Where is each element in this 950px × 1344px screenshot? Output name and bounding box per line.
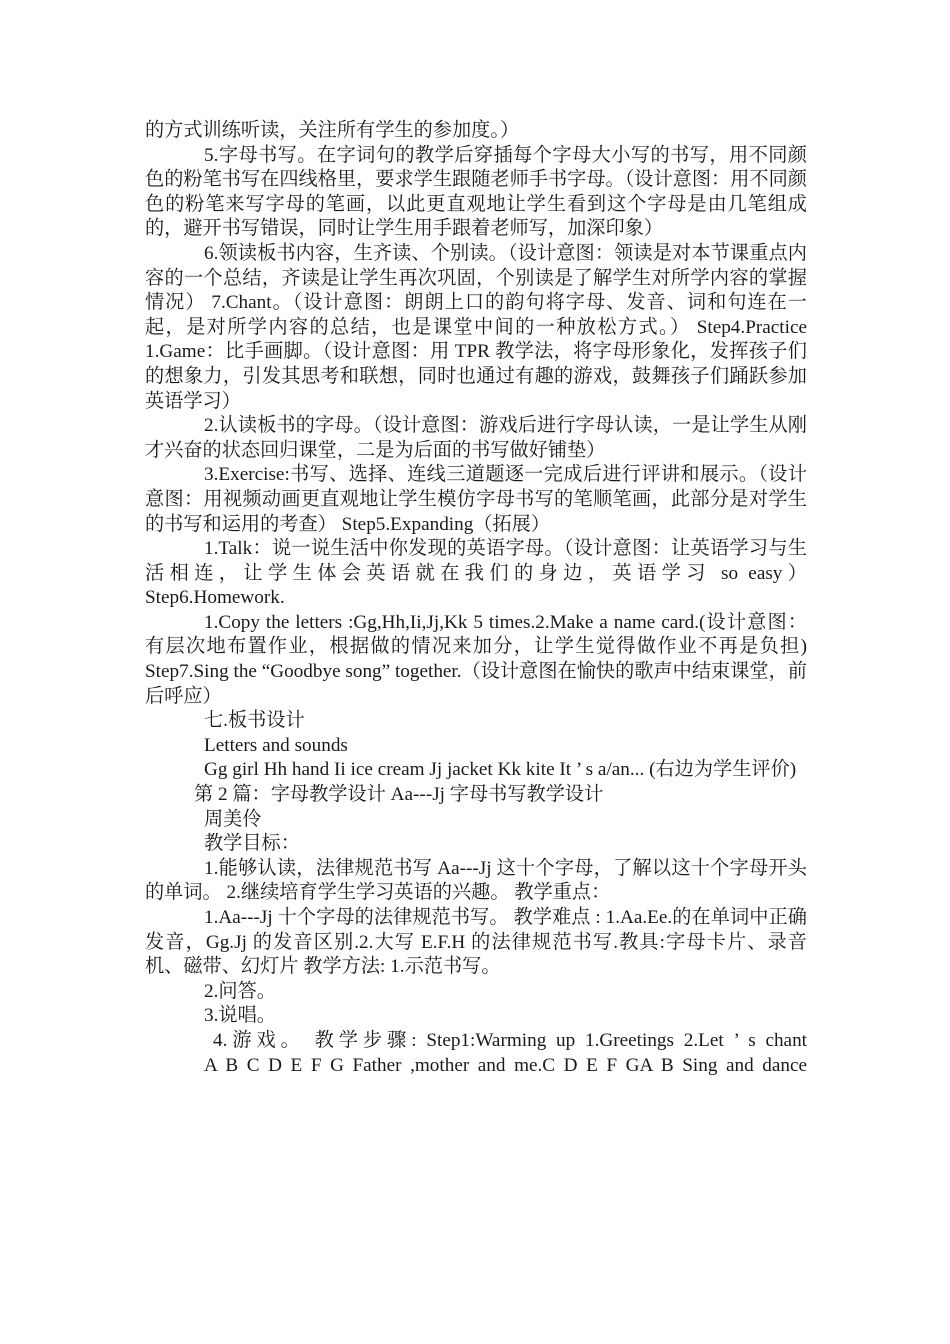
paragraph-recognize-letters: 2.认读板书的字母。（设计意图：游戏后进行字母认读，一是让学生从刚才兴奋的状态回归课堂，二是为后面的书写做好铺垫） xyxy=(145,415,807,461)
document-body xyxy=(145,119,807,1078)
paragraph-listening-continuation: 的方式训练听读，关注所有学生的参加度。） xyxy=(145,120,520,141)
board-content-words: Gg girl Hh hand Ii ice cream Jj jacket Kk kite It ’ s a/an... (右边为学生评价) xyxy=(204,759,797,781)
board-title-letters-and-sounds: Letters and sounds xyxy=(204,734,348,756)
paragraph-lead-reading-chant-practice: 6.领读板书内容，生齐读、个别读。（设计意图：领读是对本节课重点内容的一个总结，齐读是让学生再次巩固，个别读是了解学生对所学内容的掌握情况） 7.Chant。（设计意图：朗朗上口的韵句将字母、发音、词和句连在一起，是对所学内容的总结，也是课堂中间的一种放松方式。） Step4.Practice 1.Game：比手画脚。（设计意图：用 TPR 教学法，将字母形象化，发挥孩子们的想象力，引发其思考和联想，同时也通过有趣的游戏，鼓舞孩子们踊跃参加英语学习） xyxy=(145,242,807,412)
method-game-teaching-steps: 4.游戏。 教学步骤: Step1:Warming up 1.Greetings 2.Let ’ s chant xyxy=(213,1029,807,1051)
paragraph-exercise-expanding: 3.Exercise:书写、选择、连线三道题逐一完成后进行评讲和展示。（设计意图：用视频动画更直观地让学生模仿字母书写的笔顺笔画，此部分是对学生的书写和运用的考查） Step5.Expanding（拓展） xyxy=(145,464,807,535)
section-heading-board-design: 七.板书设计 xyxy=(204,710,305,732)
author-name: 周美伶 xyxy=(204,808,262,830)
paragraph-talk-homework: 1.Talk：说一说生活中你发现的英语字母。（设计意图：让英语学习与生活相连，让学生体会英语就在我们的身边，英语学习 so easy） Step6.Homework. xyxy=(145,538,807,609)
chapter-heading-part-2: 第 2 篇：字母教学设计 Aa---Jj 字母书写教学设计 xyxy=(194,784,604,806)
method-rap: 3.说唱。 xyxy=(204,1005,276,1027)
heading-teaching-objectives: 教学目标： xyxy=(204,833,300,855)
paragraph-key-points-difficulties: 1.Aa---Jj 十个字母的法律规范书写。 教学难点 : 1.Aa.Ee.的在单词中正确发音，Gg.Jj 的发音区别.2.大写 E.F.H 的法律规范书写.教具:字母卡片、录音机、磁带、幻灯片 教学方法: 1.示范书写。 xyxy=(145,907,807,978)
paragraph-copy-letters-goodbye-song: 1.Copy the letters :Gg,Hh,Ii,Jj,Kk 5 times.2.Make a name card.(设计意图：有层次地布置作业，根据做的情况来加分，让学生觉得做作业不再是负担) Step7.Sing the “Goodbye song” together.（设计意图在愉快的歌声中结束课堂，前后呼应） xyxy=(145,611,807,707)
paragraph-letter-writing: 5.字母书写。在字词句的教学后穿插每个字母大小写的书写，用不同颜色的粉笔书写在四线格里，要求学生跟随老师手书字母。（设计意图：用不同颜色的粉笔来写字母的笔画，以此更直观地让学生看到这个字母是由几笔组成的，避开书写错误，同时让学生用手跟着老师写，加深印象） xyxy=(145,144,807,240)
paragraph-objectives-list: 1.能够认读，法律规范书写 Aa---Jj 这十个字母，了解以这十个字母开头的单词。 2.继续培育学生学习英语的兴趣。 教学重点： xyxy=(145,857,807,904)
method-question-answer: 2.问答。 xyxy=(204,980,276,1002)
chant-lyrics-line: A B C D E F G Father ,mother and me.C D E F GA B Sing and dance xyxy=(204,1054,807,1076)
